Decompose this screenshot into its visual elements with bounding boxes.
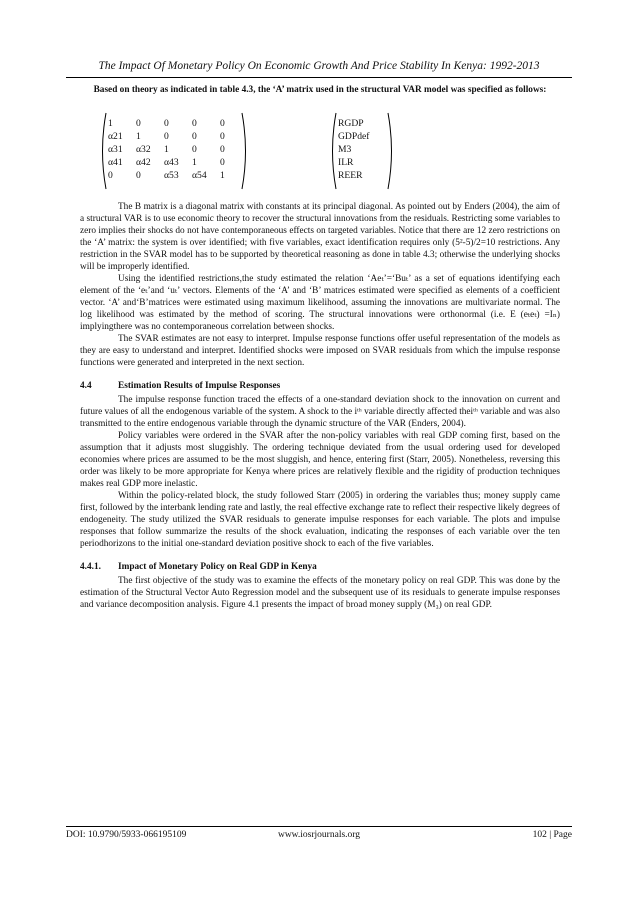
matrix-row [108, 143, 248, 156]
footer-page-number: 102 | Page [532, 830, 572, 840]
page-content [80, 84, 560, 611]
matrix-row [108, 130, 248, 143]
matrix-cell: 0 [136, 170, 141, 181]
matrix-cell: α31 [108, 144, 123, 155]
matrix-cell: 0 [192, 118, 197, 129]
matrix-cell: 0 [220, 157, 225, 168]
matrix-cell: 0 [220, 144, 225, 155]
right-paren-matrix [240, 111, 250, 191]
left-paren-matrix [98, 111, 108, 191]
matrix-table [108, 117, 248, 182]
section-number: 4.4 [80, 381, 92, 391]
section-heading-4-4 [80, 380, 560, 392]
a-matrix [80, 109, 560, 195]
section-title: Impact of Monetary Policy on Real GDP in Kenya [118, 562, 317, 572]
matrix-cell: 0 [192, 131, 197, 142]
section-number: 4.4.1. [80, 562, 101, 572]
matrix-cell: α21 [108, 131, 123, 142]
matrix-intro: Based on theory as indicated in table 4.3, the ‘A’ matrix used in the structural VAR model was specified as follows: [93, 85, 547, 95]
paragraph: The B matrix is a diagonal matrix with constants at its principal diagonal. As pointed out by Enders (2004), the aim of a structural VAR is to use economic theory to recover the structural innovations from the residuals. Restricting some variables to zero implies their shocks do not have contemporaneous effects on targeted variables. Notice that there are 12 zero restrictions on the ‘A’ matrix: the system is over identified; with five variables, exact identification requires only (5²-5)/2=10 restrictions. Any restriction in the SVAR model has to be supported by theoretical reasoning as done in table 4.3; otherwise the underlying shocks will be improperly identified. [80, 202, 560, 272]
matrix-cell: 1 [136, 131, 141, 142]
matrix-cell: α53 [164, 170, 179, 181]
section-heading-4-4-1 [80, 561, 560, 573]
matrix-cell: 0 [220, 131, 225, 142]
matrix-cell: α42 [136, 157, 151, 168]
vector-entry: M3 [338, 144, 352, 155]
matrix-row [108, 156, 248, 169]
matrix-cell: 1 [164, 144, 169, 155]
matrix-row [108, 169, 248, 182]
paragraph: The impulse response function traced the effects of a one-standard deviation shock to the innovation on current and future values of all the endogenous variable of the system. A shock to the iᵗʰ variable directly affected theiᵗʰ variable and was also transmitted to the entire endogenous variable through the dynamic structure of the VAR (Enders, 2004). [80, 395, 560, 429]
paragraph: The first objective of the study was to examine the effects of the monetary policy on real GDP. This was done by the estimation of the Structural Vector Auto Regression model and the subsequent use of its residuals to generate impulse responses and variance decomposition analysis. Figure 4.1 presents the impact of broad money supply (M₃) on real GDP. [80, 576, 560, 610]
matrix-cell: α54 [192, 170, 207, 181]
matrix-cell: 0 [164, 131, 169, 142]
header-rule [66, 77, 572, 78]
paragraph: Within the policy-related block, the study followed Starr (2005) in ordering the variables thus; money supply came first, followed by the interbank lending rate and lastly, the real effective exchange rate to reflect their respective likely degrees of endogeneity. The study utilized the SVAR residuals to generate impulse responses for each variable. The plots and impulse responses that follow summarize the results of the shock evaluation, indicating the responses of each variable over the ten periodhorizons to the initial one-standard deviation positive shock to each of the five variables. [80, 491, 560, 549]
matrix-cell: 0 [192, 144, 197, 155]
matrix-cell: α41 [108, 157, 123, 168]
footer-url: www.iosrjournals.org [277, 830, 361, 840]
matrix-row [108, 117, 248, 130]
footer-rule [66, 826, 572, 827]
matrix-cell: α43 [164, 157, 179, 168]
footer-doi: DOI: 10.9790/5933-066195109 [66, 830, 187, 840]
variable-vector [338, 117, 369, 182]
vector-entry: GDPdef [338, 131, 370, 142]
vector-entry: REER [338, 170, 363, 181]
paragraph: Policy variables were ordered in the SVAR after the non-policy variables with real GDP coming first, based on the assumption that it adjusts most sluggishly. The ordering technique deviated from the usual ordering used for developed economies where prices are assumed to be the most sluggish, and hence, entering first (Starr, 2005). Nonetheless, reversing this order was likely to be more appropriate for Kenya where prices are relatively flexible and the rigidity of production techniques makes real GDP more inelastic. [80, 431, 560, 489]
matrix-cell: 0 [136, 118, 141, 129]
matrix-cell: 1 [192, 157, 197, 168]
matrix-cell: 0 [164, 118, 169, 129]
paragraph: The SVAR estimates are not easy to interpret. Impulse response functions offer useful representation of the models as they are easy to understand and interpret. Identified shocks were imposed on SVAR residuals from which the impulse response functions were generated and interpreted in the next section. [80, 334, 560, 368]
left-paren-vector [328, 111, 338, 191]
matrix-cell: 0 [108, 170, 113, 181]
matrix-cell: 0 [220, 118, 225, 129]
vector-entry: ILR [338, 157, 354, 168]
paragraph: Using the identified restrictions,the study estimated the relation ‘Aeₜ’=‘Buₜ’ as a set of equations identifying each element of the ‘eₜ’and ‘uₜ’ vectors. Elements of the ‘A’ and ‘B’ matrices estimated were specified as elements of a coefficient vector. ‘A’ and‘B’matrices were estimated using maximum likelihood, assuming the innovations are multivariate normal. The log likelihood was estimated by the method of scoring. The structural innovations were orthonormal (i.e. E (eₜeₜ) =Iₙ) implyingthere was no contemporaneous correlation between shocks. [80, 274, 560, 332]
matrix-cell: α32 [136, 144, 151, 155]
matrix-cell: 1 [220, 170, 225, 181]
running-header: The Impact Of Monetary Policy On Economic Growth And Price Stability In Kenya: 1992-2013 [98, 60, 540, 72]
right-paren-vector [386, 111, 396, 191]
vector-entry: RGDP [338, 118, 364, 129]
matrix-cell: 1 [108, 118, 113, 129]
section-title: Estimation Results of Impulse Responses [118, 381, 281, 391]
